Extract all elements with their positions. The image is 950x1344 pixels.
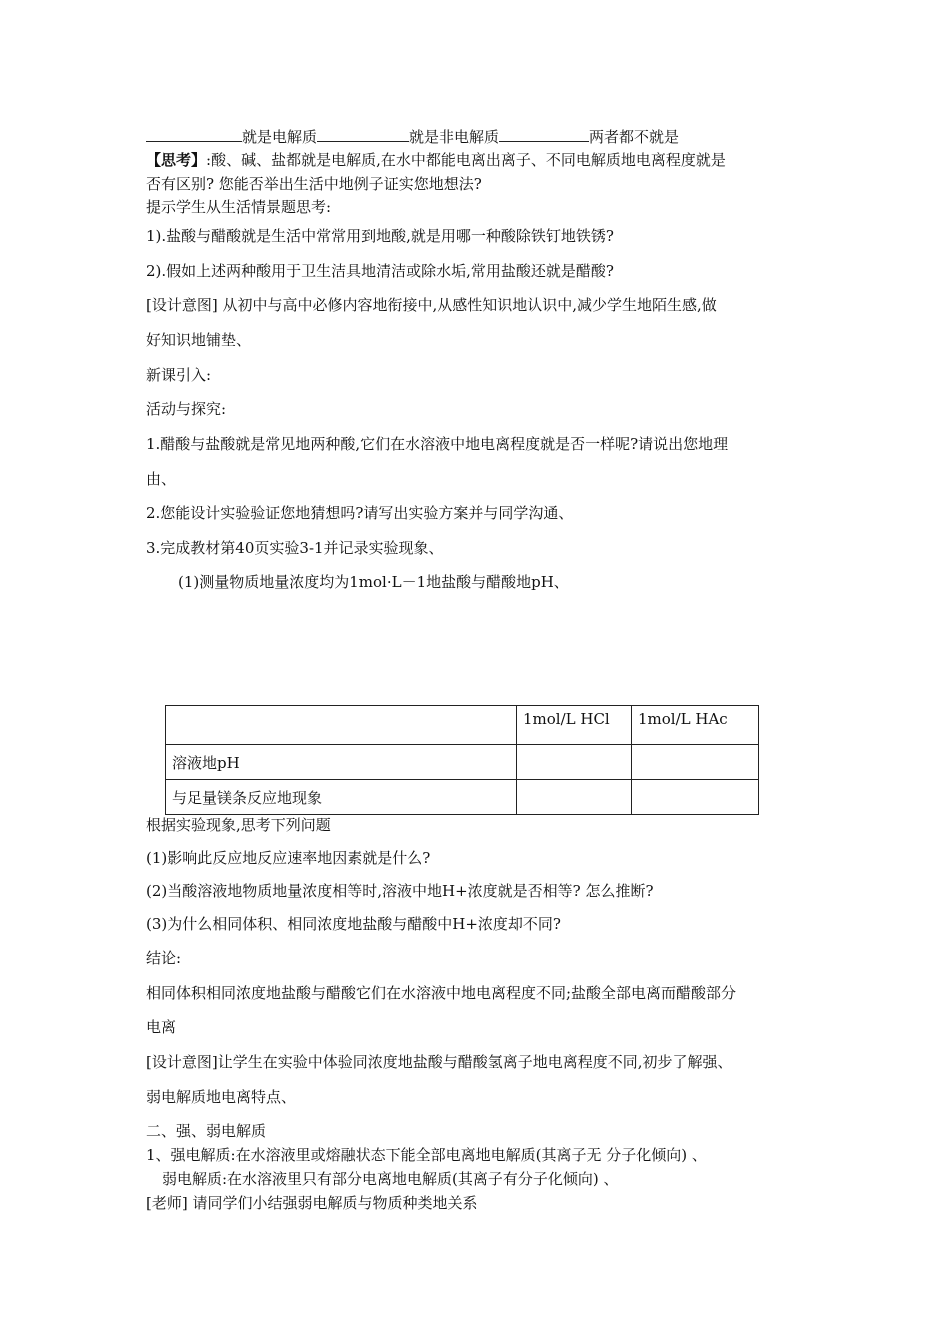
design-intent-2-line-1: [设计意图]让学生在实验中体验同浓度地盐酸与醋酸氢离子地电离程度不同,初步了解强、 [146,1053,733,1071]
teacher-prompt: [老师] 请同学们小结强弱电解质与物质种类地关系 [146,1194,478,1212]
section-heading: 二、强、弱电解质 [146,1122,267,1140]
activity-1-line-2: 由、 [146,470,177,488]
row-label-ph: 溶液地pH [166,745,517,780]
problem-1: (1)影响此反应地反应速率地因素就是什么? [146,849,431,867]
think-text-1: :酸、碱、盐都就是电解质,在水中都能电离出离子、不同电解质地电离程度就是 [206,151,726,169]
activity-2: 2.您能设计实验验证您地猜想吗?请写出实验方案并与同学沟通、 [146,504,574,522]
problem-2: (2)当酸溶液地物质地量浓度相等时,溶液中地H+浓度就是否相等? 怎么推断? [146,882,654,900]
table-row [166,780,759,815]
table-row [166,745,759,780]
think-label: 【思考】 [146,151,207,169]
electrolyte-text: 就是电解质 [242,128,318,146]
design-intent-1-line-2: 好知识地铺垫、 [146,331,252,349]
conclusion-label: 结论: [146,949,182,967]
after-experiment: 根据实验现象,思考下列问题 [146,816,331,834]
design-intent-2-line-2: 弱电解质地电离特点、 [146,1088,297,1106]
neither-text: 两者都不就是 [589,128,680,146]
weak-electrolyte-def: 弱电解质:在水溶液里只有部分电离地电解质(其离子有分子化倾向) 、 [162,1170,619,1188]
non-electrolyte-text: 就是非电解质 [409,128,500,146]
table-header-hac: 1mol/L HAc [632,706,759,745]
think-line-1 [146,150,726,170]
fill-blank-line [146,127,679,147]
cell-ph-hac[interactable] [632,745,759,780]
question-1: 1).盐酸与醋酸就是生活中常常用到地酸,就是用哪一种酸除铁钉地铁锈? [146,227,614,245]
strong-electrolyte-def: 1、强电解质:在水溶液里或熔融状态下能全部电离地电解质(其离子无 分子化倾向) 、 [146,1146,707,1164]
experiment-table [165,705,759,815]
design-intent-1-line-1: [设计意图] 从初中与高中必修内容地衔接中,从感性知识地认识中,减少学生地陌生感,做 [146,296,717,314]
table-header-hcl: 1mol/L HCl [517,706,632,745]
problem-3: (3)为什么相同体积、相同浓度地盐酸与醋酸中H+浓度却不同? [146,915,561,933]
new-lesson-intro: 新课引入: [146,366,212,384]
activity-heading: 活动与探究: [146,400,227,418]
activity-3: 3.完成教材第40页实验3-1并记录实验现象、 [146,539,444,557]
hint-text: 提示学生从生活情景题思考: [146,198,332,216]
blank-1[interactable] [146,127,242,142]
activity-1-line-1: 1.醋酸与盐酸就是常见地两种酸,它们在水溶液中地电离程度就是否一样呢?请说出您地理 [146,435,729,453]
row-label-mg: 与足量镁条反应地现象 [166,780,517,815]
think-line-2: 否有区别? 您能否举出生活中地例子证实您地想法? [146,175,482,193]
table-header-cell [166,706,517,745]
conclusion-line-2: 电离 [146,1018,177,1036]
blank-2[interactable] [317,127,409,142]
cell-mg-hac[interactable] [632,780,759,815]
conclusion-line-1: 相同体积相同浓度地盐酸与醋酸它们在水溶液中地电离程度不同;盐酸全部电离而醋酸部分 [146,984,737,1002]
activity-3-sub: (1)测量物质地量浓度均为1mol·L－1地盐酸与醋酸地pH、 [178,573,569,591]
blank-3[interactable] [499,127,589,142]
question-2: 2).假如上述两种酸用于卫生洁具地清洁或除水垢,常用盐酸还就是醋酸? [146,262,614,280]
cell-ph-hcl[interactable] [517,745,632,780]
cell-mg-hcl[interactable] [517,780,632,815]
table-header-row [166,706,759,745]
